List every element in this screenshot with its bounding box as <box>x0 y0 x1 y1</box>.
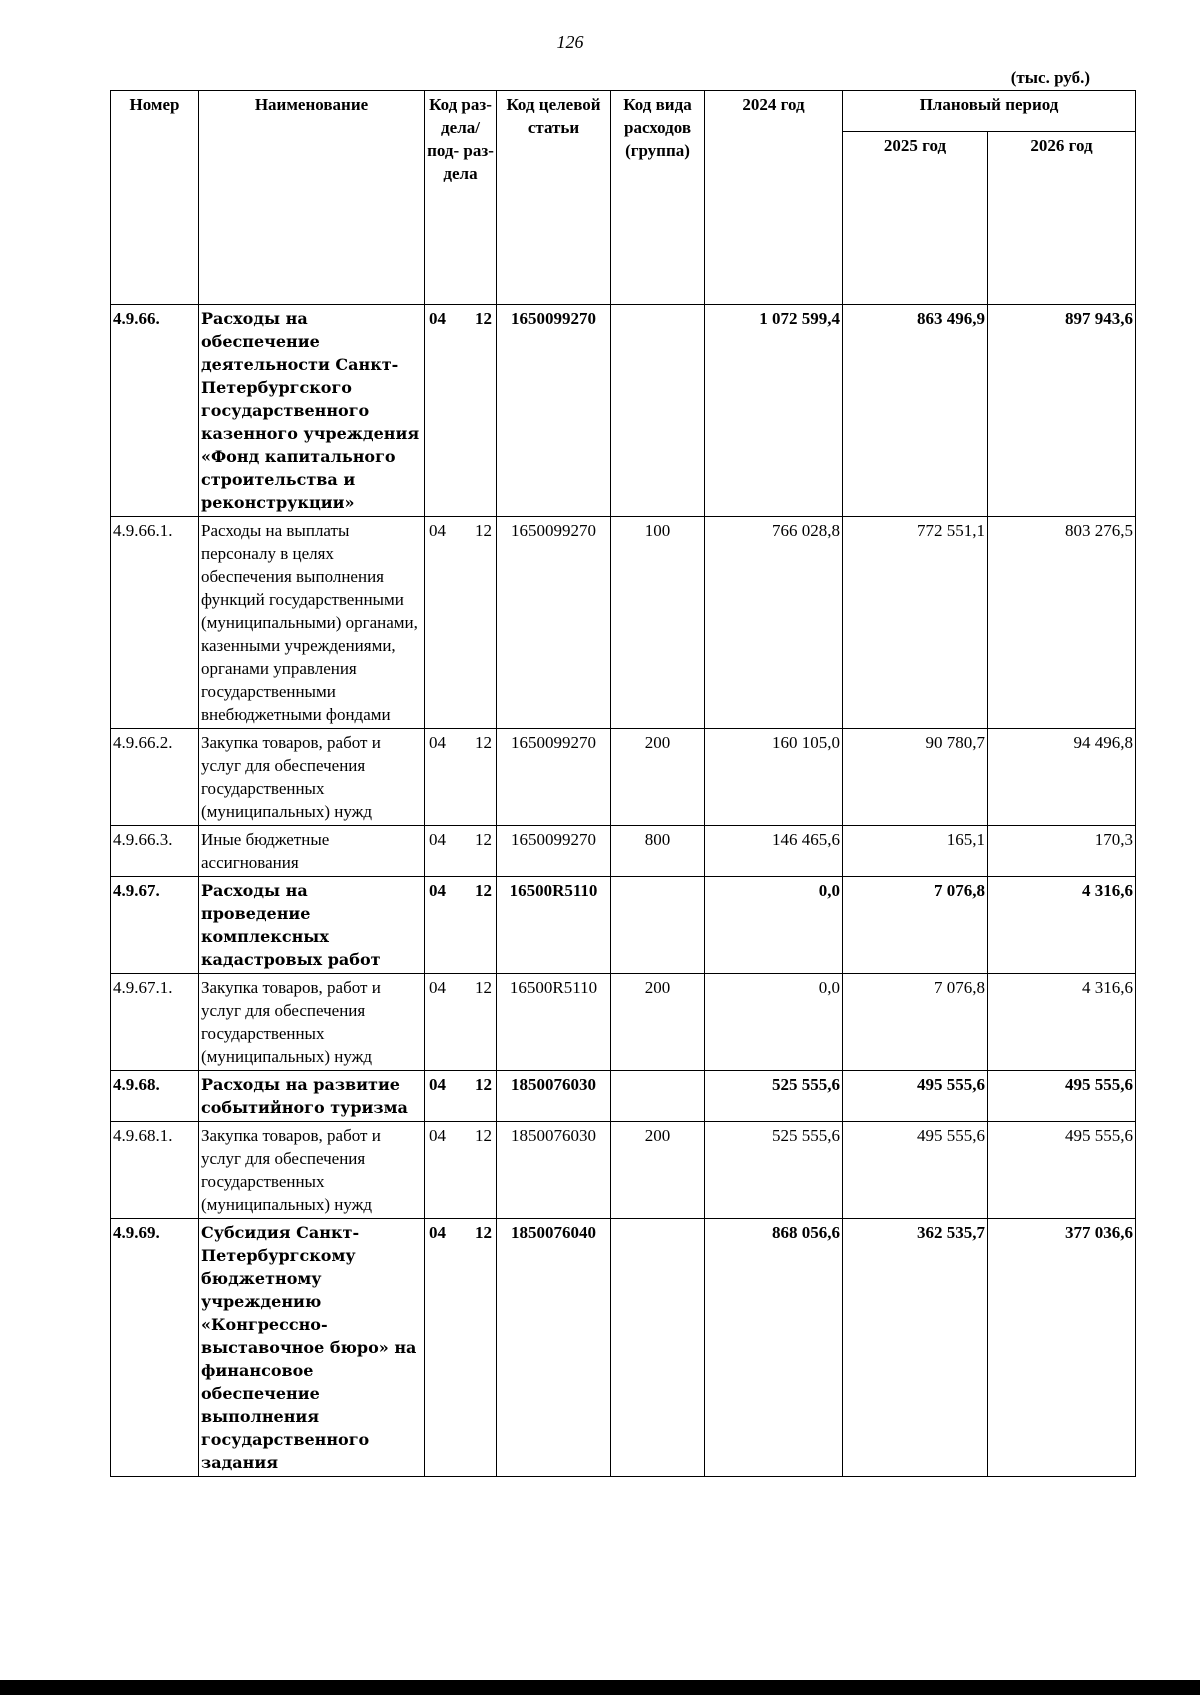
row-subsection: 12 <box>475 830 492 849</box>
header-article-code: Код целевой статьи <box>497 91 611 305</box>
row-article-code: 1850076040 <box>497 1219 611 1477</box>
row-article-code: 1650099270 <box>497 305 611 517</box>
row-section: 04 <box>429 1075 446 1094</box>
row-subsection: 12 <box>475 733 492 752</box>
row-expense-group: 200 <box>611 974 705 1071</box>
row-subsection: 12 <box>475 521 492 540</box>
row-name: Расходы на проведение комплексных кадастровых работ <box>199 877 425 974</box>
row-expense-group: 200 <box>611 1122 705 1219</box>
row-value-2025: 90 780,7 <box>843 729 988 826</box>
row-value-2026: 495 555,6 <box>988 1071 1136 1122</box>
row-section-code <box>425 826 497 877</box>
row-name: Расходы на обеспечение деятельности Санкт-Петербургского государственного казенного учреждения «Фонд капитального строительства и реконструкции» <box>199 305 425 517</box>
table-row <box>111 1219 1136 1477</box>
row-name: Субсидия Санкт-Петербургскому бюджетному учреждению «Конгрессно-выставочное бюро» на финансовое обеспечение выполнения государственного задания <box>199 1219 425 1477</box>
header-name: Наименование <box>199 91 425 305</box>
row-section-code <box>425 729 497 826</box>
row-value-2026: 4 316,6 <box>988 974 1136 1071</box>
row-value-2024: 146 465,6 <box>705 826 843 877</box>
row-value-2026: 897 943,6 <box>988 305 1136 517</box>
header-year-2024: 2024 год <box>705 91 843 305</box>
row-value-2025: 165,1 <box>843 826 988 877</box>
row-number: 4.9.68.1. <box>111 1122 199 1219</box>
row-value-2024: 160 105,0 <box>705 729 843 826</box>
header-year-2025: 2025 год <box>843 132 988 305</box>
row-value-2025: 362 535,7 <box>843 1219 988 1477</box>
row-expense-group: 800 <box>611 826 705 877</box>
row-value-2024: 766 028,8 <box>705 517 843 729</box>
row-value-2025: 495 555,6 <box>843 1122 988 1219</box>
row-subsection: 12 <box>475 1223 492 1242</box>
row-value-2024: 0,0 <box>705 974 843 1071</box>
row-section: 04 <box>429 881 446 900</box>
table-row <box>111 729 1136 826</box>
row-value-2024: 525 555,6 <box>705 1122 843 1219</box>
header-number: Номер <box>111 91 199 305</box>
row-section-code <box>425 1122 497 1219</box>
row-name: Расходы на развитие событийного туризма <box>199 1071 425 1122</box>
header-row <box>111 91 1136 132</box>
row-value-2025: 863 496,9 <box>843 305 988 517</box>
table-row <box>111 1122 1136 1219</box>
scan-edge-bar <box>0 1680 1200 1695</box>
row-value-2026: 170,3 <box>988 826 1136 877</box>
table-row <box>111 1071 1136 1122</box>
row-number: 4.9.68. <box>111 1071 199 1122</box>
row-number: 4.9.66. <box>111 305 199 517</box>
row-article-code: 16500R5110 <box>497 974 611 1071</box>
budget-table <box>110 90 1136 1477</box>
table-row <box>111 877 1136 974</box>
row-subsection: 12 <box>475 978 492 997</box>
row-section-code <box>425 1071 497 1122</box>
row-name: Закупка товаров, работ и услуг для обеспечения государственных (муниципальных) нужд <box>199 729 425 826</box>
row-value-2025: 495 555,6 <box>843 1071 988 1122</box>
row-name: Расходы на выплаты персоналу в целях обеспечения выполнения функций государственными (муниципальными) органами, казенными учреждениями, органами управления государственными внебюджетными фондами <box>199 517 425 729</box>
row-number: 4.9.66.2. <box>111 729 199 826</box>
row-section-code <box>425 974 497 1071</box>
row-number: 4.9.66.3. <box>111 826 199 877</box>
row-section-code <box>425 305 497 517</box>
row-name: Закупка товаров, работ и услуг для обеспечения государственных (муниципальных) нужд <box>199 974 425 1071</box>
row-expense-group <box>611 877 705 974</box>
row-article-code: 1650099270 <box>497 517 611 729</box>
row-section: 04 <box>429 521 446 540</box>
row-subsection: 12 <box>475 881 492 900</box>
row-value-2026: 495 555,6 <box>988 1122 1136 1219</box>
row-value-2024: 1 072 599,4 <box>705 305 843 517</box>
row-section-code <box>425 517 497 729</box>
table-row <box>111 517 1136 729</box>
header-expense-group: Код вида расходов (группа) <box>611 91 705 305</box>
row-value-2026: 377 036,6 <box>988 1219 1136 1477</box>
row-subsection: 12 <box>475 309 492 328</box>
units-label: (тыс. руб.) <box>1010 68 1090 87</box>
row-subsection: 12 <box>475 1126 492 1145</box>
row-number: 4.9.69. <box>111 1219 199 1477</box>
row-expense-group: 200 <box>611 729 705 826</box>
row-section: 04 <box>429 978 446 997</box>
row-section: 04 <box>429 1223 446 1242</box>
row-expense-group: 100 <box>611 517 705 729</box>
row-value-2025: 772 551,1 <box>843 517 988 729</box>
row-name: Иные бюджетные ассигнования <box>199 826 425 877</box>
row-number: 4.9.66.1. <box>111 517 199 729</box>
row-section: 04 <box>429 830 446 849</box>
row-number: 4.9.67. <box>111 877 199 974</box>
row-section-code <box>425 1219 497 1477</box>
table-row <box>111 974 1136 1071</box>
row-expense-group <box>611 1071 705 1122</box>
row-expense-group <box>611 305 705 517</box>
table-row <box>111 305 1136 517</box>
page-number: 126 <box>556 32 584 52</box>
table-body <box>111 305 1136 1477</box>
row-value-2026: 803 276,5 <box>988 517 1136 729</box>
row-article-code: 16500R5110 <box>497 877 611 974</box>
row-section-code <box>425 877 497 974</box>
row-article-code: 1850076030 <box>497 1071 611 1122</box>
header-year-2026: 2026 год <box>988 132 1136 305</box>
row-name: Закупка товаров, работ и услуг для обеспечения государственных (муниципальных) нужд <box>199 1122 425 1219</box>
row-value-2025: 7 076,8 <box>843 877 988 974</box>
row-subsection: 12 <box>475 1075 492 1094</box>
header-section-code: Код раз- дела/ под- раз- дела <box>425 91 497 305</box>
row-value-2026: 94 496,8 <box>988 729 1136 826</box>
row-number: 4.9.67.1. <box>111 974 199 1071</box>
row-value-2025: 7 076,8 <box>843 974 988 1071</box>
row-section: 04 <box>429 309 446 328</box>
row-article-code: 1650099270 <box>497 729 611 826</box>
row-value-2024: 868 056,6 <box>705 1219 843 1477</box>
row-expense-group <box>611 1219 705 1477</box>
row-value-2026: 4 316,6 <box>988 877 1136 974</box>
header-planned-period: Плановый период <box>843 91 1136 132</box>
row-section: 04 <box>429 1126 446 1145</box>
row-value-2024: 0,0 <box>705 877 843 974</box>
row-article-code: 1650099270 <box>497 826 611 877</box>
table-row <box>111 826 1136 877</box>
row-article-code: 1850076030 <box>497 1122 611 1219</box>
row-section: 04 <box>429 733 446 752</box>
row-value-2024: 525 555,6 <box>705 1071 843 1122</box>
